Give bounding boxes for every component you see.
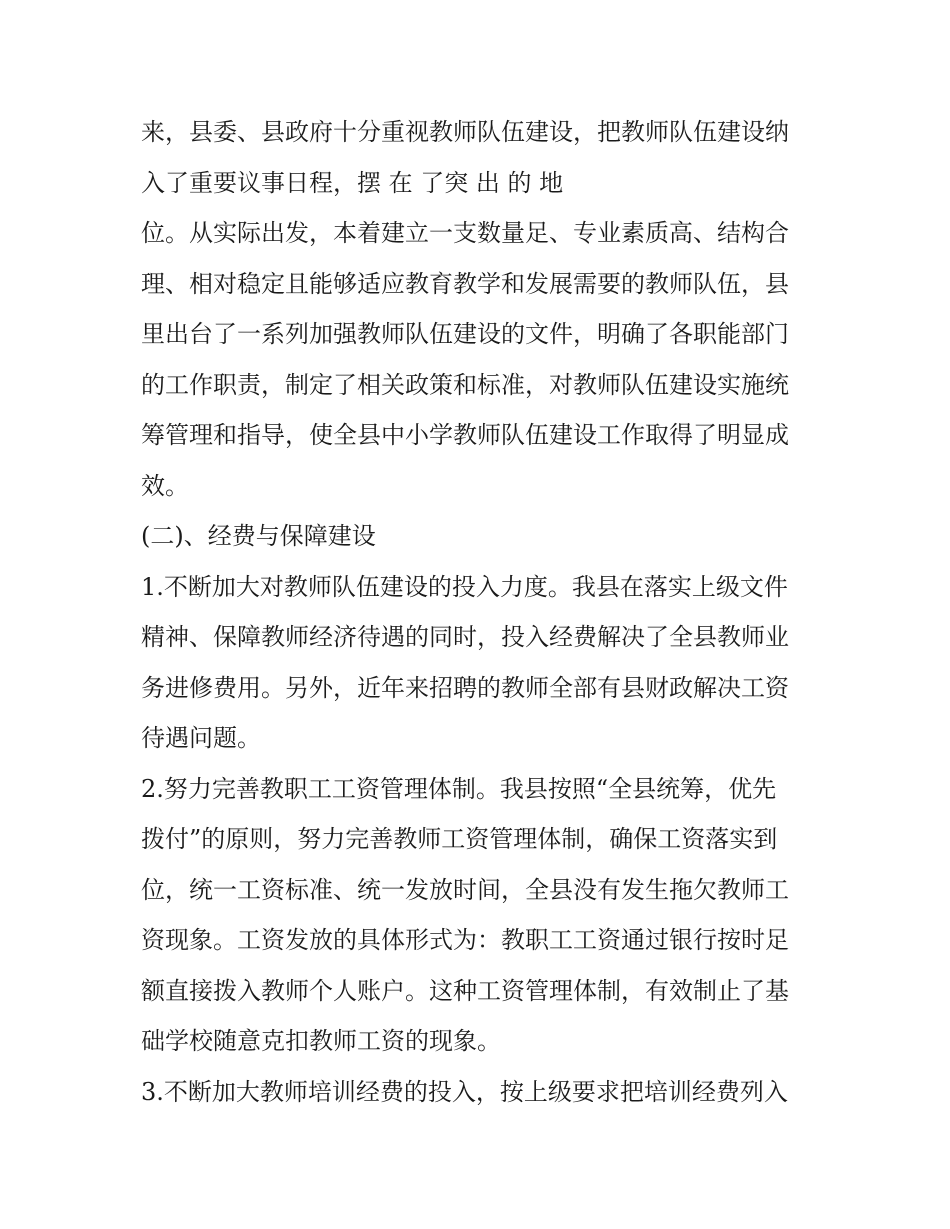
text-line: 3.不断加大教师培训经费的投入，按上级要求把培训经费列入 <box>141 1077 788 1106</box>
text-line: 筹管理和指导，使全县中小学教师队伍建设工作取得了明显成 <box>141 421 789 449</box>
text-line: 效。 <box>141 471 189 500</box>
text-line: 来，县委、县政府十分重视教师队伍建设，把教师队伍建设纳 <box>141 118 789 146</box>
text-line: 精神、保障教师经济待遇的同时，投入经费解决了全县教师业 <box>141 623 789 651</box>
text-line: 额直接拨入教师个人账户。这种工资管理体制，有效制止了基 <box>141 976 789 1005</box>
text-line: 入了重要议事日程，摆 在 了突 出 的 地 <box>141 168 564 197</box>
text-line: 待遇问题。 <box>141 724 261 752</box>
text-line: 2.努力完善教职工工资管理体制。我县按照“全县统筹，优先 <box>141 774 777 803</box>
text-line: 资现象。工资发放的具体形式为：教职工工资通过银行按时足 <box>141 926 789 954</box>
text-line: 1.不断加大对教师队伍建设的投入力度。我县在落实上级文件 <box>141 572 788 601</box>
text-line: 础学校随意克扣教师工资的现象。 <box>141 1027 501 1055</box>
text-line: 的工作职责，制定了相关政策和标准，对教师队伍建设实施统 <box>141 370 789 399</box>
text-line: 位，统一工资标准、统一发放时间，全县没有发生拖欠教师工 <box>141 875 789 904</box>
text-line: 理、相对稳定且能够适应教育教学和发展需要的教师队伍，县 <box>141 269 789 298</box>
text-line: 务进修费用。另外，近年来招聘的教师全部有县财政解决工资 <box>141 673 789 702</box>
section-heading: (二)、经费与保障建设 <box>141 522 376 550</box>
text-line: 位。从实际出发，本着建立一支数量足、专业素质高、结构合 <box>141 219 789 247</box>
body-text <box>141 107 821 1117</box>
text-line: 里出台了一系列加强教师队伍建设的文件，明确了各职能部门 <box>141 320 789 348</box>
text-line: 拨付”的原则，努力完善教师工资管理体制，确保工资落实到 <box>141 825 778 853</box>
